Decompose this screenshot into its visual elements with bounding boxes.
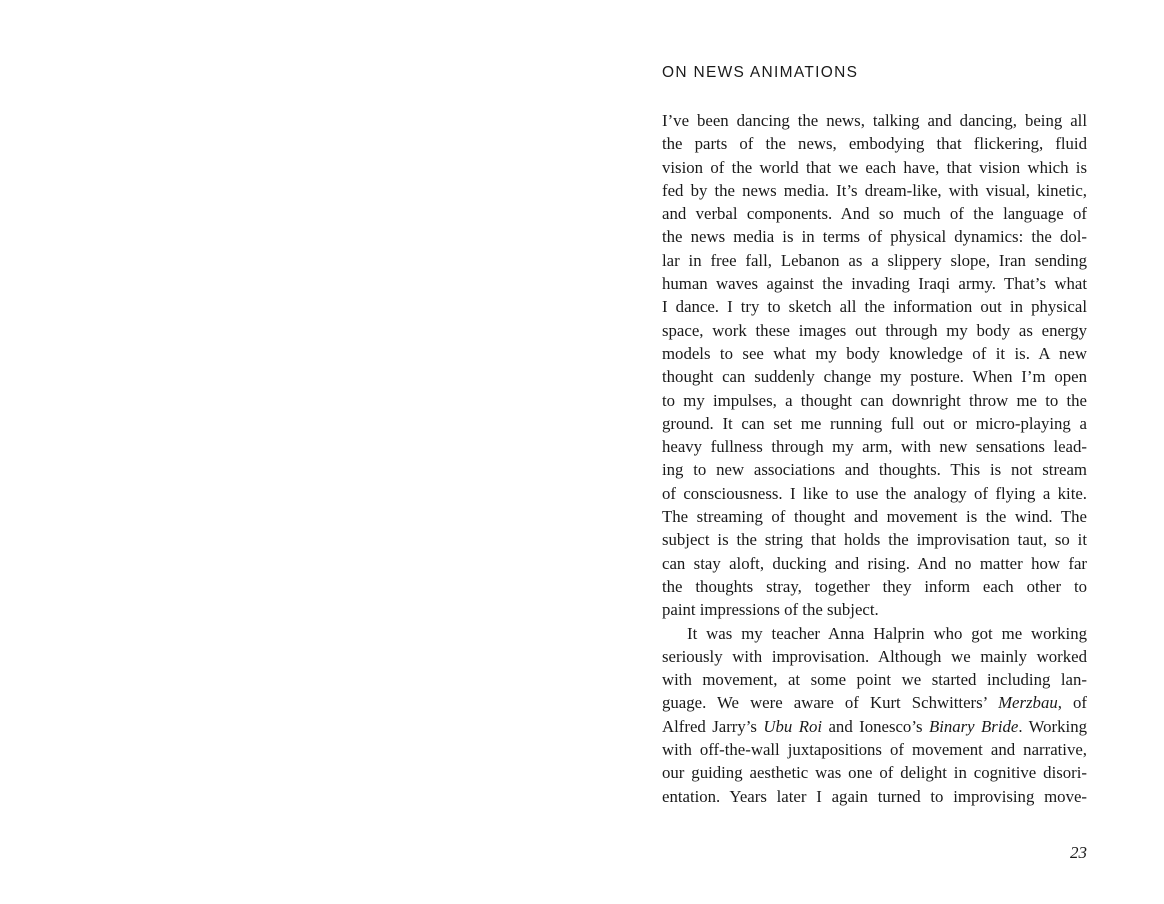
running-head: ON NEWS ANIMATIONS	[662, 64, 859, 81]
italic-title: Merzbau	[998, 693, 1058, 713]
text-line: subject is the string that holds the improvisation taut, so it	[662, 530, 1087, 550]
text-line: I’ve been dancing the news, talking and dancing, being all	[662, 111, 1087, 130]
text-line	[662, 715, 1087, 738]
text-line: fed by the news media. It’s dream-like, with visual, kinetic,	[662, 180, 1087, 200]
text-line: and verbal components. And so much of the language of	[662, 204, 1087, 224]
text-line: thought can suddenly change my posture. When I’m open	[662, 367, 1087, 387]
text-line: heavy fullness through my arm, with new sensations lead-	[662, 437, 1087, 457]
text-line: the thoughts stray, together they inform each other to	[662, 576, 1087, 596]
italic-title: Ubu Roi	[763, 716, 823, 736]
paragraph	[662, 109, 1087, 622]
text-line: space, work these images out through my body as energy	[662, 320, 1087, 340]
text-run: , of	[1057, 693, 1087, 713]
text-line: It was my teacher Anna Halprin who got me working	[687, 623, 1087, 643]
text-line: our guiding aesthetic was one of delight in cognitive disori-	[662, 763, 1087, 783]
text-line: entation. Years later I again turned to improvising move-	[662, 786, 1087, 806]
text-line: with movement, at some point we started including lan-	[662, 670, 1087, 690]
text-line: to my impulses, a thought can downright throw me to the	[662, 390, 1087, 410]
body-text	[662, 109, 1087, 808]
text-line: models to see what my body knowledge of it is. A new	[662, 343, 1087, 363]
text-line: I dance. I try to sketch all the information out in physical	[662, 297, 1087, 317]
page-number: 23	[1070, 843, 1087, 862]
text-line: lar in free fall, Lebanon as a slippery slope, Iran sending	[662, 250, 1087, 270]
paragraph	[662, 622, 1087, 808]
text-run: and Ionesco’s	[822, 716, 929, 736]
text-line: can stay aloft, ducking and rising. And no matter how far	[662, 553, 1087, 573]
text-run: guage. We were aware of Kurt Schwitters’	[662, 693, 999, 713]
text-run: Alfred Jarry’s	[662, 716, 764, 736]
text-line: of consciousness. I like to use the analogy of flying a kite.	[662, 483, 1087, 503]
text-line: ground. It can set me running full out or micro-playing a	[662, 413, 1087, 433]
text-line: paint impressions of the subject.	[662, 600, 879, 620]
text-run: . Working	[1018, 716, 1087, 736]
text-line: ing to new associations and thoughts. This is not stream	[662, 460, 1087, 480]
text-line: The streaming of thought and movement is the wind. The	[662, 507, 1087, 527]
text-line	[662, 691, 1087, 714]
text-line: vision of the world that we each have, that vision which is	[662, 157, 1087, 177]
right-page	[662, 0, 1087, 904]
text-line: with off-the-wall juxtapositions of movement and narrative,	[662, 740, 1087, 760]
italic-title: Binary Bride	[928, 716, 1019, 736]
text-line: human waves against the invading Iraqi army. That’s what	[662, 274, 1087, 294]
text-line: the news media is in terms of physical dynamics: the dol-	[662, 227, 1087, 247]
text-line: the parts of the news, embodying that flickering, fluid	[662, 134, 1087, 154]
text-line: seriously with improvisation. Although we mainly worked	[662, 646, 1087, 666]
